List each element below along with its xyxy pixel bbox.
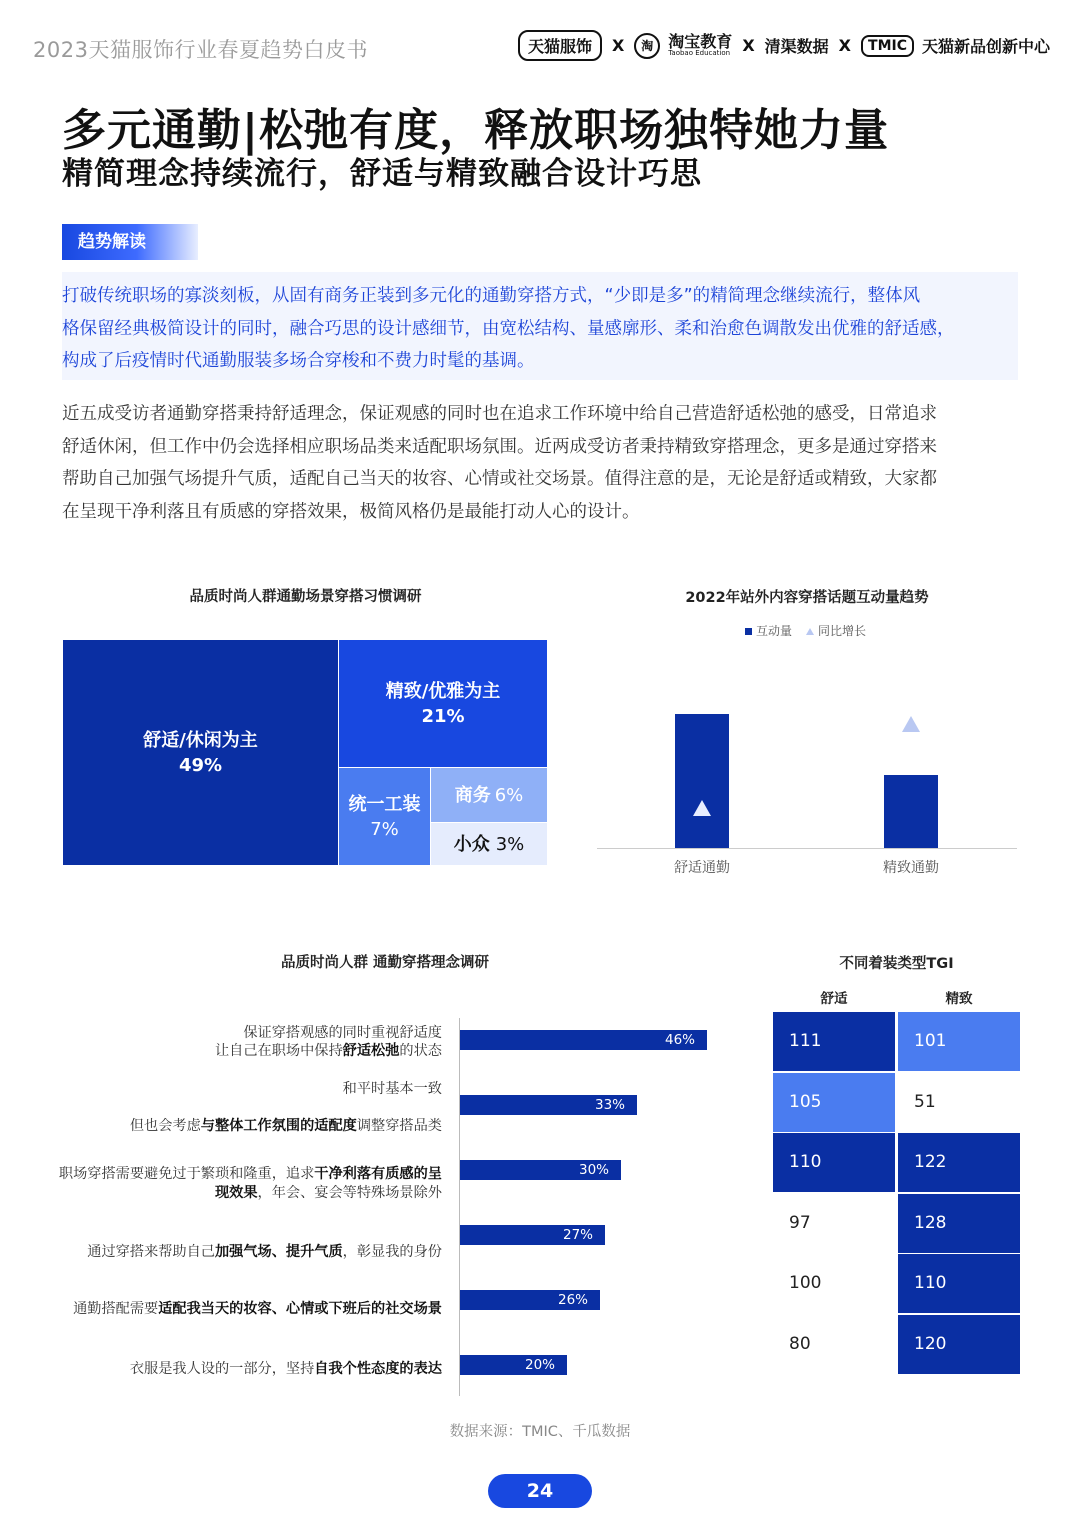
page-subtitle: 精简理念持续流行，舒适与精致融合设计巧思 (62, 156, 702, 192)
partner-logos (518, 30, 1050, 61)
treemap-cell-value: 6% (494, 784, 524, 806)
treemap-cell-uniform (339, 768, 431, 866)
treemap-cell-elegant (339, 640, 548, 768)
concept-chart-title: 品质时尚人群 通勤穿搭理念调研 (280, 955, 490, 971)
trend-tag: 趋势解读 (62, 224, 198, 260)
concept-chart-axis (459, 1018, 460, 1396)
tgi-cell: 110 (773, 1133, 895, 1192)
logo-separator: X (838, 36, 852, 55)
body-line: 在呈现干净利落且有质感的穿搭效果，极简风格仍是最能打动人心的设计。 (62, 501, 640, 522)
interaction-chart-legend (745, 622, 866, 639)
concept-bar-value: 26% (557, 1292, 588, 1308)
tgi-cell: 101 (898, 1012, 1020, 1071)
page-number: 24 (488, 1474, 592, 1508)
concept-bar (460, 1355, 567, 1375)
interaction-chart-baseline (597, 848, 1017, 849)
interaction-x-tick: 精致通勤 (883, 860, 939, 876)
logo-separator: X (742, 36, 755, 55)
interaction-x-tick: 舒适通勤 (674, 860, 730, 876)
treemap-cell-value: 49% (178, 754, 223, 776)
taobao-education-en: Taobao Education (668, 49, 731, 57)
treemap-cell-label: 舒适/休闲为主 (143, 729, 258, 751)
tgi-table-title: 不同着装类型TGI (839, 956, 954, 972)
growth-triangle-marker (693, 800, 711, 816)
tgi-cell: 120 (898, 1315, 1020, 1374)
concept-bar-value: 30% (578, 1162, 609, 1178)
tgi-cell: 111 (773, 1012, 895, 1071)
treemap-chart (63, 640, 548, 866)
qingqu-logo: 清渠数据 (764, 37, 829, 56)
body-line: 帮助自己加强气场提升气质，适配自己当天的妆容、心情或社交场景。值得注意的是，无论是舒适或精致，大家都 (62, 469, 937, 489)
concept-bar-value: 33% (594, 1097, 625, 1113)
concept-category-label: 让自己在职场中保持舒适松弛的状态 (214, 1043, 442, 1059)
tgi-cell: 110 (898, 1254, 1020, 1313)
logo-separator: X (611, 36, 625, 55)
concept-category-label: 保证穿搭观感的同时重视舒适度 (243, 1025, 442, 1041)
tgi-cell: 51 (898, 1073, 1020, 1132)
interaction-bar (884, 775, 938, 848)
tmic-logo: TMIC (861, 35, 914, 57)
tgi-cell: 122 (898, 1133, 1020, 1192)
concept-category-label: 衣服是我人设的一部分，坚持自我个性态度的表达 (129, 1361, 442, 1377)
treemap-cell-business (431, 768, 548, 823)
concept-category-label: 但也会考虑与整体工作氛围的适配度调整穿搭品类 (129, 1118, 442, 1134)
trend-summary-box (62, 272, 1018, 380)
concept-category-label: 职场穿搭需要避免过于繁琐和隆重，追求干净利落有质感的呈 (58, 1166, 442, 1182)
treemap-cell-niche (431, 823, 548, 866)
taobao-mark-icon: 淘 (634, 33, 660, 59)
tmall-fashion-logo: 天猫服饰 (518, 30, 602, 61)
trend-line: 格保留经典极简设计的同时，融合巧思的设计感细节，由宽松结构、量感廓形、柔和治愈色调散发出优雅的舒适感， (62, 318, 955, 339)
tgi-col-refined: 精致 (945, 991, 973, 1007)
treemap-cell-value: 21% (421, 705, 465, 727)
taobao-education-name: 淘宝教育 (668, 32, 733, 51)
tgi-cell: 100 (773, 1254, 895, 1313)
tgi-cell: 80 (773, 1315, 895, 1374)
treemap-cell-label: 小众 (453, 833, 490, 855)
page-title: 多元通勤|松弛有度，释放职场独特她力量 (62, 105, 890, 156)
body-paragraph (62, 398, 1018, 528)
interaction-chart-title: 2022年站外内容穿搭话题互动量趋势 (685, 590, 929, 606)
body-line: 近五成受访者通勤穿搭秉持舒适理念，保证观感的同时也在追求工作环境中给自己营造舒适松弛的感受，日常追求 (62, 404, 937, 424)
treemap-cell-label: 商务 (454, 784, 491, 806)
interaction-bar (675, 714, 729, 848)
growth-triangle-marker (902, 716, 920, 732)
concept-bar (460, 1030, 707, 1050)
treemap-cell-label: 统一工装 (348, 793, 421, 815)
treemap-cell-value: 7% (370, 818, 399, 840)
treemap-cell-label: 精致/优雅为主 (385, 680, 501, 702)
trend-line: 打破传统职场的寡淡刻板，从固有商务正装到多元化的通勤穿搭方式，“少即是多”的精简理念继续流行，整体风 (62, 286, 921, 306)
legend-item-growth: 同比增长 (806, 622, 866, 639)
legend-triangle-icon (806, 628, 814, 635)
tgi-col-comfort: 舒适 (820, 991, 848, 1007)
tgi-cell: 128 (898, 1194, 1020, 1253)
concept-category-label: 通过穿搭来帮助自己加强气场、提升气质，彰显我的身份 (87, 1244, 442, 1260)
treemap-title: 品质时尚人群通勤场景穿搭习惯调研 (189, 589, 422, 605)
treemap-cell-value: 3% (495, 833, 525, 855)
concept-category-label: 通勤搭配需要适配我当天的妆容、心情或下班后的社交场景 (73, 1301, 442, 1317)
concept-bar-value: 27% (562, 1227, 593, 1243)
concept-bar (460, 1225, 605, 1245)
legend-square-icon (745, 628, 752, 635)
document-header-title: 2023天猫服饰行业春夏趋势白皮书 (33, 38, 368, 62)
body-line: 舒适休闲，但工作中仍会选择相应职场品类来适配职场氛围。近两成受访者秉持精致穿搭理念，更多是通过穿搭来 (62, 436, 937, 457)
concept-bar (460, 1290, 600, 1310)
concept-category-label: 现效果，年会、宴会等特殊场景除外 (214, 1185, 442, 1201)
tgi-cell: 105 (773, 1073, 895, 1132)
taobao-education-logo (668, 34, 732, 57)
data-source: 数据来源：TMIC、千瓜数据 (449, 1424, 631, 1440)
treemap-cell-comfort (63, 640, 339, 866)
tgi-cell: 97 (773, 1194, 895, 1253)
concept-bar (460, 1160, 621, 1180)
trend-line: 构成了后疫情时代通勤服装多场合穿梭和不费力时髦的基调。 (62, 351, 535, 371)
concept-bar-value: 46% (664, 1032, 695, 1048)
concept-category-label: 和平时基本一致 (342, 1081, 442, 1097)
tmic-name: 天猫新品创新中心 (921, 37, 1050, 56)
concept-bar (460, 1095, 637, 1115)
concept-bar-value: 20% (524, 1357, 555, 1373)
legend-item-interactions: 互动量 (745, 622, 792, 639)
